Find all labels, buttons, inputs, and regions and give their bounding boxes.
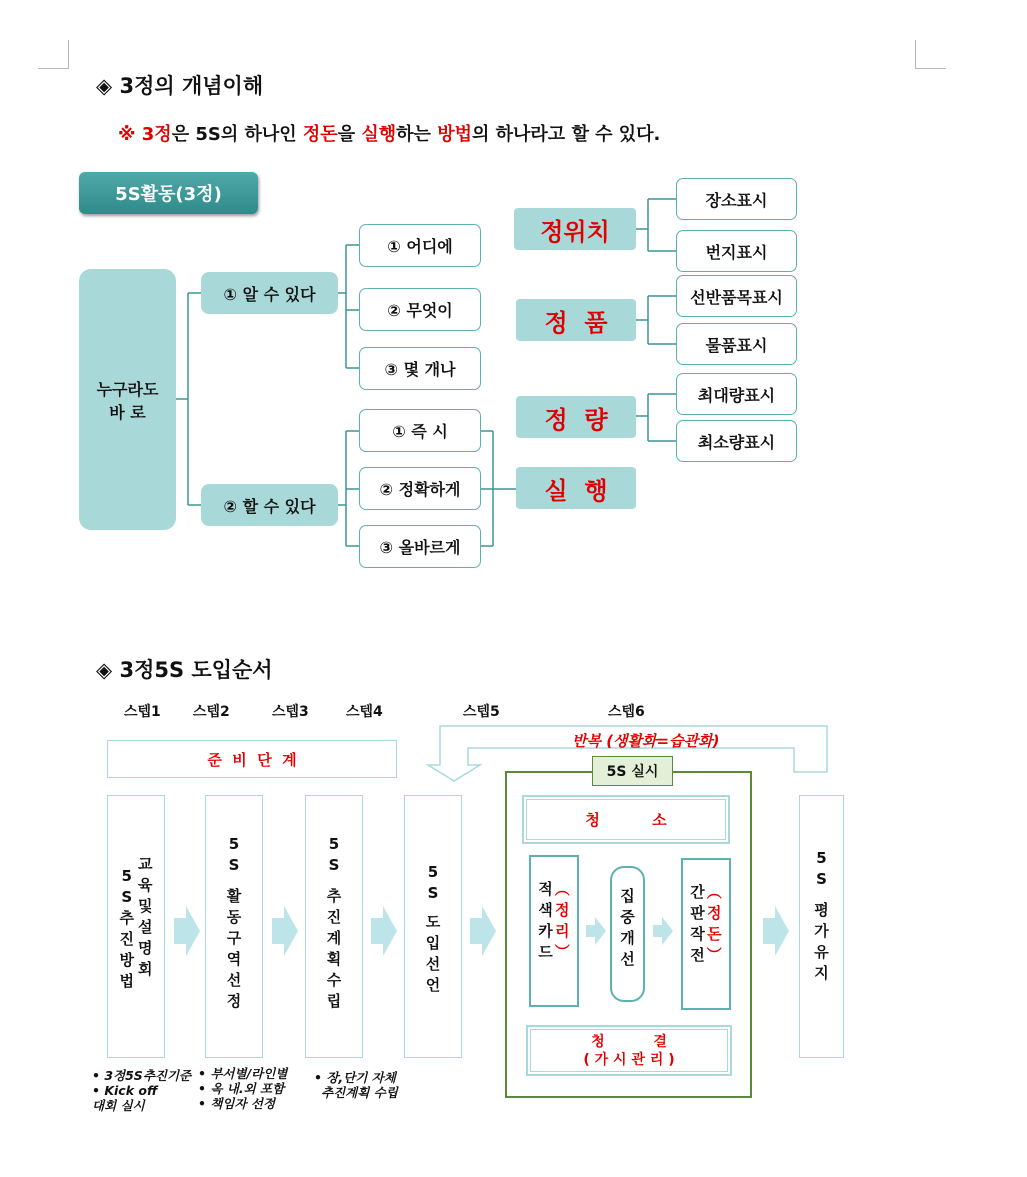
category-location: 정위치 xyxy=(514,208,636,250)
arrow-right-icon xyxy=(174,906,200,956)
label-address: 번지표시 xyxy=(676,230,797,272)
label-shelf-item: 선반품목표시 xyxy=(676,275,797,317)
category-quantity: 정 량 xyxy=(516,396,636,438)
category-execution: 실 행 xyxy=(516,467,636,509)
arrow-right-icon xyxy=(371,906,397,956)
arrow-right-icon xyxy=(763,906,789,956)
branch-can: ② 할 수 있다 xyxy=(201,484,338,526)
signboard-box: 간 판 작 전 ︵ 정 돈 ︶ xyxy=(681,858,731,1010)
column-plan: 5 S 추 진 계 획 수 립 xyxy=(305,795,363,1058)
label-goods: 물품표시 xyxy=(676,323,797,365)
label-place: 장소표시 xyxy=(676,178,797,220)
notes-step3: • 장,단기 자체 추진계획 수립 xyxy=(314,1070,398,1100)
step-2: 스텝2 xyxy=(193,704,230,720)
branch-know: ① 알 수 있다 xyxy=(201,272,338,314)
section1-heading: ◈ 3정의 개념이해 xyxy=(96,74,264,98)
activity-title-button: 5S활동(3정) xyxy=(79,172,258,214)
implement-label: 5S 실시 xyxy=(592,756,673,786)
column-evaluation: 5 S 평 가 유 지 xyxy=(799,795,844,1058)
section2-heading: ◈ 3정5S 도입순서 xyxy=(96,658,273,682)
column-declaration: 5 S 도 입 선 언 xyxy=(404,795,462,1058)
arrow-right-icon xyxy=(586,917,606,945)
can-item-correctly: ③ 올바르게 xyxy=(359,525,481,568)
promotion-policy-text: 5 S 추 진 방 법 xyxy=(119,867,134,990)
category-item: 정 품 xyxy=(516,299,636,341)
notes-step1: • 3정5S추진기준 • Kick off 대회 실시 xyxy=(92,1068,192,1113)
red-card-box: 적 색 카 드 ︵ 정 리 ︶ xyxy=(529,855,579,1007)
arrow-right-icon xyxy=(272,906,298,956)
label-max: 최대량표시 xyxy=(676,373,797,415)
focus-improve-box: 집 중 개 선 xyxy=(610,866,645,1002)
cleanliness-box: 청 결 ( 가 시 관 리 ) xyxy=(526,1025,732,1076)
definition-text: ※ 3정은 5S의 하나인 정돈을 실행하는 방법의 하나라고 할 수 있다. xyxy=(118,124,661,145)
step-5: 스텝5 xyxy=(463,704,500,720)
prep-stage-box: 준 비 단 계 xyxy=(107,740,397,778)
know-item-where: ① 어디에 xyxy=(359,224,481,267)
cleaning-box: 청 소 xyxy=(522,795,730,844)
repeat-label: 반복 (생활화=습관화) xyxy=(572,732,720,750)
root-box: 누구라도 바 로 xyxy=(79,269,176,530)
notes-step2: • 부서별/라인별 • 옥 내.외 포함 • 책임자 선정 xyxy=(198,1066,288,1111)
label-min: 최소량표시 xyxy=(676,420,797,462)
column-area-selection: 5 S 활 동 구 역 선 정 xyxy=(205,795,263,1058)
arrow-right-icon xyxy=(653,917,673,945)
can-item-accurately: ② 정확하게 xyxy=(359,467,481,510)
know-item-what: ② 무엇이 xyxy=(359,288,481,331)
step-4: 스텝4 xyxy=(346,704,383,720)
know-item-howmany: ③ 몇 개나 xyxy=(359,347,481,390)
step-6: 스텝6 xyxy=(608,704,645,720)
step-3: 스텝3 xyxy=(272,704,309,720)
step-1: 스텝1 xyxy=(124,704,161,720)
kickoff-text: 교 육 및 설 명 회 xyxy=(138,855,153,978)
arrow-right-icon xyxy=(470,906,496,956)
can-item-immediately: ① 즉 시 xyxy=(359,409,481,452)
